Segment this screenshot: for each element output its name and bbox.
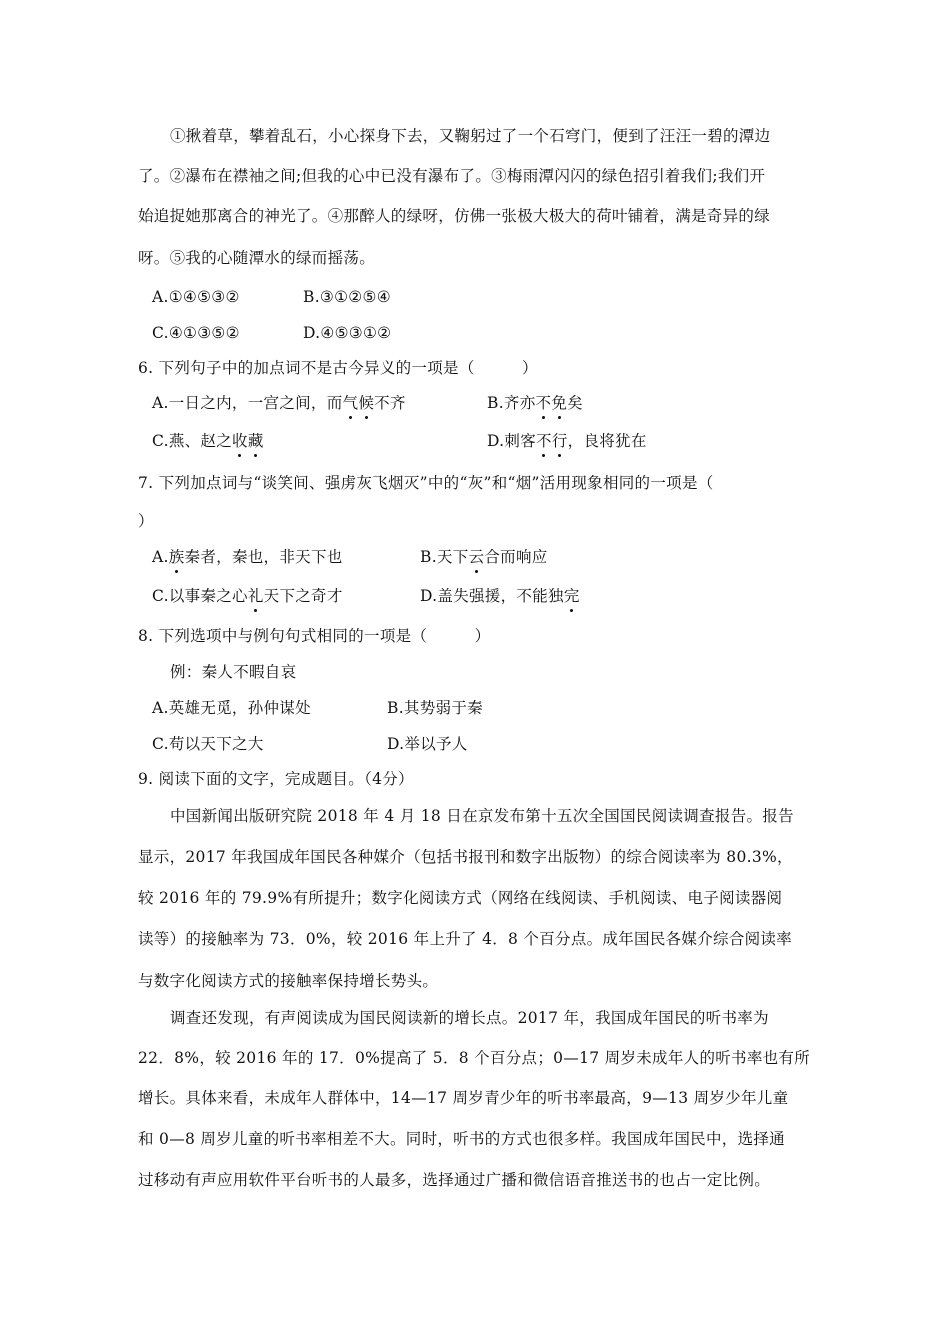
option-text: C.以事秦之心: [152, 587, 248, 605]
q6-option-a: [152, 393, 406, 413]
option-text: D.刺客: [487, 432, 537, 450]
option-text: ，良将犹在: [567, 432, 647, 450]
dotted-char: 行: [551, 432, 568, 450]
option-text: 秦者，秦也，非天下也: [184, 548, 343, 566]
dotted-char: 收: [232, 432, 248, 450]
dotted-char: 完: [563, 587, 580, 605]
q8-option-d: D.举以予人: [387, 735, 468, 753]
q9-para2-line: 22．8%，较 2016 年的 17．0%提高了 5．8 个百分点；0—17 周岁未成年人的听书率也有所: [138, 1049, 811, 1067]
dotted-char: 礼: [247, 587, 264, 605]
dotted-char: 不: [536, 432, 552, 450]
passage-line: 了。②瀑布在襟袖之间;但我的心中已没有瀑布了。③梅雨潭闪闪的绿色招引着我们;我们开: [138, 167, 766, 185]
option-text: A.一日之内，一宫之间，而: [152, 394, 343, 412]
q9-para2-line: 增长。具体来看，未成年人群体中，14—17 周岁青少年的听书率最高，9—13 周岁少年儿童: [138, 1089, 789, 1107]
q9-para1-line: 读等）的接触率为 73．0%，较 2016 年上升了 4．8 个百分点。成年国民各媒介综合阅读率: [138, 930, 793, 948]
passage-line: 始追捉她那离合的神光了。④那醉人的绿呀，仿佛一张极大极大的荷叶铺着，满是奇异的绿: [138, 207, 771, 225]
q9-para1-line: 与数字化阅读方式的接触率保持增长势头。: [138, 972, 439, 990]
q7-stem-end: ）: [138, 512, 154, 530]
q5-option-b: B.③①②⑤④: [303, 288, 391, 306]
q7-option-b: [420, 547, 548, 567]
q7-option-d: [420, 586, 580, 606]
option-text: 矣: [567, 394, 583, 412]
option-text: 合而响应: [484, 548, 548, 566]
option-text: B.齐亦: [487, 394, 536, 412]
q8-stem: 8. 下列选项中与例句句式相同的一项是（ ）: [138, 627, 491, 645]
option-text: D.盖失强援，不能独: [420, 587, 564, 605]
q5-option-a: A.①④⑤③②: [152, 288, 240, 306]
dotted-char: 气: [342, 394, 359, 412]
passage-line: 呀。⑤我的心随潭水的绿而摇荡。: [138, 249, 376, 267]
q9-para2-line: 和 0—8 周岁儿童的听书率相差不大。同时，听书的方式也很多样。我国成年国民中，选择通: [138, 1130, 785, 1148]
q6-option-c: [152, 431, 264, 451]
q6-stem: 6. 下列句子中的加点词不是古今异义的一项是（ ）: [138, 359, 538, 377]
option-text: C.燕、赵之: [152, 432, 233, 450]
q9-para1-line: 较 2016 年的 79.9%有所提升；数字化阅读方式（网络在线阅读、手机阅读、电子阅读器阅: [138, 889, 783, 907]
dotted-char: 藏: [247, 432, 264, 450]
q8-example: 例：秦人不暇自哀: [170, 663, 297, 681]
q9-para2-line: 调查还发现，有声阅读成为国民阅读新的增长点。2017 年，我国成年国民的听书率为: [170, 1009, 769, 1027]
q9-para1-line: 中国新闻出版研究院 2018 年 4 月 18 日在京发布第十五次全国国民阅读调查报告。报告: [170, 807, 794, 825]
dotted-char: 候: [358, 394, 375, 412]
q6-option-b: [487, 393, 583, 413]
option-text: B.天下: [420, 548, 469, 566]
q8-option-c: C.苟以天下之大: [152, 735, 264, 753]
q7-option-c: [152, 586, 343, 606]
dotted-char: 不: [535, 394, 552, 412]
q9-para2-line: 过移动有声应用软件平台听书的人最多，选择通过广播和微信语音推送书的也占一定比例。: [138, 1171, 771, 1189]
passage-line: ①揪着草，攀着乱石，小心探身下去，又鞠躬过了一个石穹门，便到了汪汪一碧的潭边: [170, 127, 771, 145]
q9-para1-line: 显示，2017 年我国成年国民各种媒介（包括书报刊和数字出版物）的综合阅读率为 80.3%，: [138, 848, 793, 866]
dotted-char: 免: [551, 394, 568, 412]
q9-stem: 9. 阅读下面的文字，完成题目。（4分）: [138, 770, 414, 788]
q5-option-d: D.④⑤③①②: [303, 324, 392, 342]
q8-option-b: B.其势弱于秦: [387, 699, 483, 717]
q7-stem: 7. 下列加点词与“谈笑间、强虏灰飞烟灭”中的“灰”和“烟”活用现象相同的一项是（: [138, 474, 714, 492]
dotted-char: 云: [468, 548, 485, 566]
dotted-char: 族: [168, 548, 185, 566]
q7-option-a: [152, 547, 343, 567]
option-text: 天下之奇才: [263, 587, 343, 605]
q5-option-c: C.④①③⑤②: [152, 324, 240, 342]
option-text: A.: [152, 548, 169, 566]
option-text: 不齐: [374, 394, 406, 412]
q6-option-d: [487, 431, 647, 451]
q8-option-a: A.英雄无觅，孙仲谋处: [152, 699, 311, 717]
